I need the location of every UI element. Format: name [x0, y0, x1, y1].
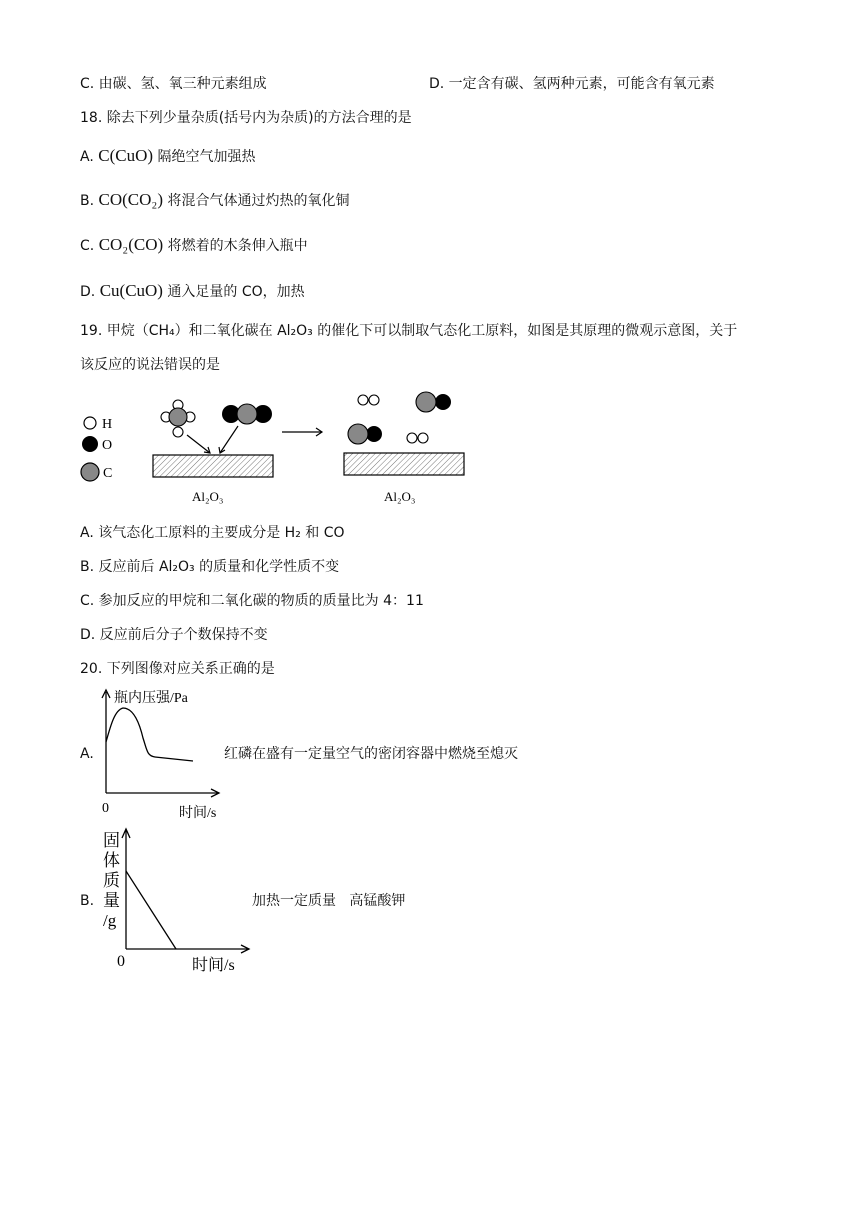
graph-b-origin: 0 — [117, 953, 125, 970]
option-text: 将燃着的木条伸入瓶中 — [167, 238, 308, 254]
hydrogen-molecule-1 — [358, 395, 379, 405]
graph-b-ylabel-2: 体 — [103, 851, 120, 870]
graph-b-ylabel-4: 量 — [103, 891, 120, 910]
q20-option-b-letter: B. — [80, 893, 95, 909]
carbon-dioxide-molecule — [222, 404, 272, 424]
graph-b-ylabel-1: 固 — [103, 831, 120, 850]
q19-option-c: C. 参加反应的甲烷和二氧化碳的物质的质量比为 4：11 — [80, 593, 424, 609]
q19-stem-line2: 该反应的说法错误的是 — [80, 357, 220, 373]
option-letter: B. — [80, 193, 95, 209]
formula: CO₂(CO) — [98, 235, 164, 254]
option-letter: A. — [80, 149, 94, 165]
oxygen-atom-icon — [82, 436, 98, 452]
carbon-monoxide-molecule-1 — [416, 392, 451, 412]
q19-reaction-diagram — [70, 385, 490, 510]
option-letter: D. — [80, 284, 96, 300]
catalyst-label-left: Al₂O₃ — [192, 489, 224, 504]
q19-option-a: A. 该气态化工原料的主要成分是 H₂ 和 CO — [80, 525, 345, 541]
catalyst-block-left — [153, 455, 273, 477]
adsorption-arrows — [187, 426, 238, 453]
mass-line — [126, 871, 176, 949]
reaction-arrow — [282, 428, 322, 436]
formula: C(CuO) — [98, 146, 154, 165]
option-text: 将混合气体通过灼热的氧化铜 — [167, 193, 350, 209]
hydrogen-atom-icon — [84, 417, 96, 429]
pressure-curve — [106, 708, 193, 761]
graph-a-xlabel: 时间/s — [179, 806, 217, 821]
q19-option-b: B. 反应前后 Al₂O₃ 的质量和化学性质不变 — [80, 559, 340, 575]
legend-h: H — [102, 417, 113, 432]
carbon-atom-icon — [81, 463, 99, 481]
q18-option-d — [80, 282, 305, 301]
q19-option-d: D. 反应前后分子个数保持不变 — [80, 627, 268, 643]
catalyst-label-right: Al₂O₃ — [384, 489, 416, 504]
catalyst-block-right — [344, 453, 464, 475]
legend-c: C — [103, 466, 113, 481]
graph-a-origin: 0 — [102, 801, 109, 816]
pressure-time-graph — [95, 686, 235, 822]
option-letter: C. — [80, 238, 95, 254]
q18-option-c — [80, 236, 308, 255]
legend-o: O — [102, 438, 113, 453]
methane-molecule — [161, 400, 195, 437]
option-text: 隔绝空气加强热 — [157, 149, 256, 165]
graph-a-ylabel: 瓶内压强/Pa — [114, 691, 188, 706]
q17-option-d: D. 一定含有碳、氢两种元素，可能含有氧元素 — [429, 76, 715, 92]
q20-option-a-letter: A. — [80, 746, 94, 762]
graph-b-ylabel-5: /g — [103, 911, 117, 930]
q19-stem-line1: 19. 甲烷（CH₄）和二氧化碳在 Al₂O₃ 的催化下可以制取气态化工原料，如图是其原理的微观示意图，关于 — [80, 323, 738, 339]
diagram-legend — [81, 417, 112, 481]
q20-option-b-desc: 加热一定质量 高锰酸钾 — [252, 893, 406, 909]
solid-mass-time-graph — [95, 824, 255, 976]
formula: Cu(CuO) — [99, 281, 163, 300]
formula: CO(CO₂) — [98, 190, 163, 209]
q18-stem: 18. 除去下列少量杂质(括号内为杂质)的方法合理的是 — [80, 110, 412, 126]
option-text: 通入足量的 CO，加热 — [167, 284, 305, 300]
hydrogen-molecule-2 — [407, 433, 428, 443]
q18-option-b — [80, 191, 349, 210]
graph-b-xlabel: 时间/s — [192, 957, 235, 974]
q20-option-a-desc: 红磷在盛有一定量空气的密闭容器中燃烧至熄灭 — [224, 746, 518, 762]
q17-option-c: C. 由碳、氢、氧三种元素组成 — [80, 76, 267, 92]
q20-stem: 20. 下列图像对应关系正确的是 — [80, 661, 275, 677]
carbon-monoxide-molecule-2 — [348, 424, 382, 444]
graph-b-ylabel-3: 质 — [103, 871, 120, 890]
q18-option-a — [80, 147, 255, 166]
